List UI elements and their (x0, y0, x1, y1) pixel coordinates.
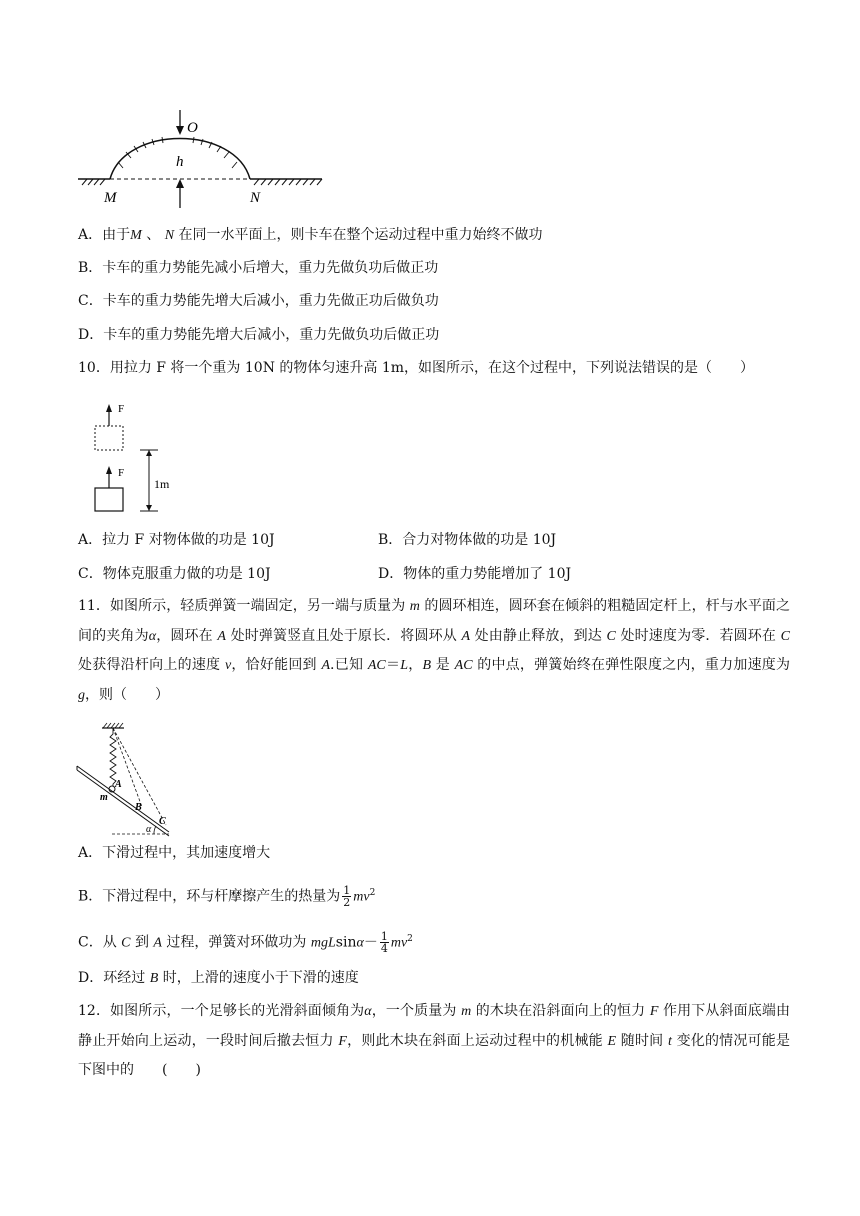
label-m: m (100, 792, 108, 803)
q9-option-c: C．卡车的重力势能先增大后减小，重力先做正功后做负功 (78, 293, 439, 309)
label-M: M (104, 190, 117, 206)
spring-rod-figure (72, 722, 182, 840)
q11-option-b: B．下滑过程中，环与杆摩擦产生的热量为 $\frac{1}{2}$ $mv^2$ (78, 884, 376, 910)
label-alpha: α (146, 824, 152, 835)
q10-option-b: B．合力对物体做的功是 10J (378, 532, 557, 548)
label-N: N (250, 190, 261, 206)
label-h: h (176, 154, 184, 170)
label-O: O (187, 120, 198, 136)
label-1m: 1m (154, 477, 170, 491)
q11-option-a: A．下滑过程中，其加速度增大 (78, 845, 271, 861)
q9-option-d: D．卡车的重力势能先增大后减小，重力先做负功后做正功 (78, 327, 440, 343)
q11-option-d: D．环经过 B 时，上滑的速度小于下滑的速度 (78, 970, 359, 986)
q10-option-a: A．拉力 F 对物体做的功是 10J (78, 532, 275, 548)
q10-option-c: C．物体克服重力做的功是 10J (78, 566, 271, 582)
q9-option-b: B．卡车的重力势能先减小后增大，重力先做负功后做正功 (78, 260, 439, 276)
q11-option-c: C．从 C 到 A 过程，弹簧对环做功为 mgLsinα－ $\frac{1}{4}$ $mv^2$ (78, 930, 413, 956)
bridge-figure (70, 100, 340, 210)
lift-figure (88, 398, 188, 518)
label-B: B (135, 802, 142, 813)
q10-stem: 10．用拉力 F 将一个重为 10N 的物体匀速升高 1m，如图所示，在这个过程中，下列说法错误的是（ ） (78, 360, 755, 376)
label-f-bottom: F (118, 467, 125, 479)
q9-option-a: A．由于M 、 N 在同一水平面上，则卡车在整个运动过程中重力始终不做功 (78, 227, 543, 243)
label-C: C (159, 816, 166, 827)
label-f-top: F (118, 403, 125, 415)
label-A: A (115, 779, 122, 790)
q10-option-d: D．物体的重力势能增加了 10J (378, 566, 572, 582)
q12-stem: 12．如图所示，一个足够长的光滑斜面倾角为α，一个质量为 m 的木块在沿斜面向上的恒力 F 作用下从斜面底端由静止开始向上运动，一段时间后撤去恒力 F，则此木块在斜面上运动过程中的机械能 E 随时间 t 变化的情况可能是下图中的 ( ) (78, 1003, 791, 1078)
q11-stem: 11．如图所示，轻质弹簧一端固定，另一端与质量为 m 的圆环相连，圆环套在倾斜的粗糙固定杆上，杆与水平面之间的夹角为α，圆环在 A 处时弹簧竖直且处于原长．将圆环从 A 处由静止释放，到达 C 处时速度为零．若圆环在 C 处获得沿杆向上的速度 v，恰好能回到 A.已知 AC＝L，B 是 AC 的中点，弹簧始终在弹性限度之内，重力加速度为 g，则（ ） (78, 598, 791, 703)
